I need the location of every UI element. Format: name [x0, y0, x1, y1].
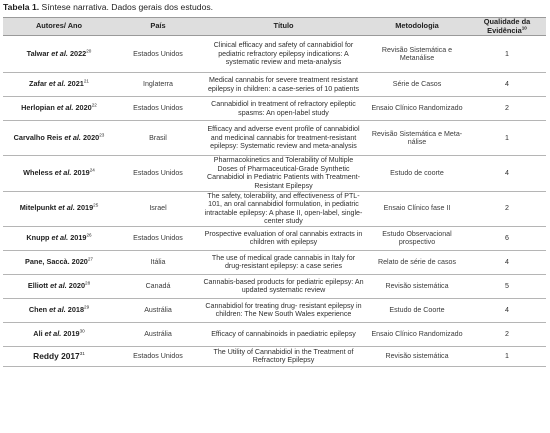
author-cell — [3, 322, 115, 346]
header-authors: Autores/ Ano — [3, 18, 115, 36]
author-year: 2022 — [67, 48, 87, 58]
author-cell — [3, 36, 115, 73]
author-cell — [3, 121, 115, 156]
method-cell: Ensaio Clínico fase II — [366, 191, 468, 226]
quality-cell: 4 — [468, 156, 546, 191]
quality-cell: 1 — [468, 36, 546, 73]
reference-number: 21 — [83, 78, 89, 84]
author-year: 2019 — [71, 168, 90, 178]
author-name: Wheless — [23, 168, 55, 178]
author-year: 2019 — [68, 233, 87, 243]
table-row — [3, 346, 546, 366]
country-cell: Itália — [115, 250, 201, 274]
author-name: Mitelpunkt — [19, 203, 59, 213]
table-row — [3, 36, 546, 73]
header-country: País — [115, 18, 201, 36]
quality-cell: 2 — [468, 97, 546, 121]
country-cell: Estados Unidos — [115, 156, 201, 191]
country-cell: Estados Unidos — [115, 226, 201, 250]
quality-cell: 1 — [468, 346, 546, 366]
title-cell: Efficacy of cannabinoids in paediatric epilepsy — [201, 322, 366, 346]
title-cell: The Utility of Cannabidiol in the Treatment of Refractory Epilepsy — [201, 346, 366, 366]
method-cell: Relato de série de casos — [366, 250, 468, 274]
method-cell: Ensaio Clínico Randomizado — [366, 322, 468, 346]
title-cell: The use of medical grade cannabis in Italy for drug-resistant epilepsy: a case series — [201, 250, 366, 274]
table-row — [3, 121, 546, 156]
author-cell — [3, 156, 115, 191]
author-year: 2017 — [58, 351, 80, 362]
title-cell: Cannabidiol in treatment of refractory epileptic spasms: An open-label study — [201, 97, 366, 121]
author-name: Carvalho Reis — [13, 132, 65, 142]
table-row — [3, 226, 546, 250]
table-row — [3, 274, 546, 298]
quality-cell: 2 — [468, 322, 546, 346]
header-quality-label: Qualidade da Evidência — [483, 17, 531, 35]
author-etal: et al. — [54, 168, 72, 178]
reference-number: 23 — [99, 132, 105, 138]
author-year: 2019 — [61, 329, 80, 339]
author-cell — [3, 226, 115, 250]
method-cell: Ensaio Clínico Randomizado — [366, 97, 468, 121]
table-row — [3, 73, 546, 97]
country-cell: Brasil — [115, 121, 201, 156]
table-row — [3, 250, 546, 274]
country-cell: Austrália — [115, 322, 201, 346]
quality-cell: 6 — [468, 226, 546, 250]
method-cell: Revisão sistemática — [366, 346, 468, 366]
reference-number: 29 — [84, 304, 90, 310]
author-etal: et al. — [64, 132, 81, 142]
title-cell: Pharmacokinetics and Tolerability of Multiple Doses of Pharmaceutical-Grade Synthetic Cannabidiol in Pediatric Patients with Treatment-Resistant Epilepsy — [201, 156, 366, 191]
caption-text: Síntese narrativa. Dados gerais dos estudos. — [39, 2, 214, 12]
author-year: 2018 — [65, 305, 85, 315]
author-name: Reddy — [33, 351, 59, 362]
method-cell: Estudo de coorte — [366, 156, 468, 191]
author-year: 2020 — [66, 281, 86, 291]
author-name: Talwar — [26, 48, 52, 58]
reference-number: 25 — [93, 203, 99, 209]
table-row — [3, 298, 546, 322]
author-cell — [3, 73, 115, 97]
author-cell — [3, 274, 115, 298]
country-cell: Austrália — [115, 298, 201, 322]
table-row — [3, 97, 546, 121]
author-etal: et al. — [56, 103, 74, 113]
reference-number: 28 — [85, 280, 91, 286]
country-cell: Israel — [115, 191, 201, 226]
author-name: Herlopian — [21, 103, 57, 113]
author-year: 2019 — [74, 203, 94, 213]
reference-number: 30 — [79, 328, 85, 334]
title-cell: Medical cannabis for severe treatment resistant epilepsy in children: a case-series of 10 patients — [201, 73, 366, 97]
country-cell: Estados Unidos — [115, 36, 201, 73]
country-cell: Canadá — [115, 274, 201, 298]
method-cell: Revisão Sistemática e Metanálise — [366, 36, 468, 73]
table-caption — [3, 2, 213, 12]
reference-number: 24 — [89, 167, 95, 173]
author-name: Pane, Saccà. — [24, 257, 70, 267]
reference-number: 31 — [79, 351, 85, 357]
author-etal: et al. — [58, 203, 75, 213]
title-cell: Prospective evaluation of oral cannabis extracts in children with epilepsy — [201, 226, 366, 250]
reference-number: 22 — [91, 102, 97, 108]
method-cell: Estudo Observacional prospectivo — [366, 226, 468, 250]
author-etal: et al. — [51, 48, 68, 58]
author-cell — [3, 191, 115, 226]
author-name: Elliott — [27, 281, 51, 291]
header-method: Metodologia — [366, 18, 468, 36]
quality-cell: 4 — [468, 298, 546, 322]
table-header-row — [3, 18, 546, 36]
method-cell: Estudo de Coorte — [366, 298, 468, 322]
author-etal: et al. — [48, 79, 66, 89]
author-name: Chen — [28, 305, 50, 315]
author-cell — [3, 250, 115, 274]
method-cell: Série de Casos — [366, 73, 468, 97]
author-year: 2020 — [69, 257, 88, 267]
country-cell: Estados Unidos — [115, 97, 201, 121]
country-cell: Inglaterra — [115, 73, 201, 97]
author-etal: et al. — [44, 329, 62, 339]
title-cell: Clinical efficacy and safety of cannabidiol for pediatric refractory epilepsy indications: A systematic review and meta-analysis — [201, 36, 366, 73]
author-etal: et al. — [50, 281, 67, 291]
author-etal: et al. — [51, 233, 69, 243]
title-cell: Cannabidiol for treating drug- resistant epilepsy in children: The New South Wales experience — [201, 298, 366, 322]
reference-number: 20 — [86, 48, 92, 54]
header-title: Título — [201, 18, 366, 36]
table-row — [3, 156, 546, 191]
author-year: 2020 — [80, 132, 100, 142]
quality-cell: 4 — [468, 73, 546, 97]
author-name: Zafar — [29, 79, 49, 89]
author-year: 2021 — [65, 79, 84, 89]
method-cell: Revisão Sistemática e Meta-nálise — [366, 121, 468, 156]
country-cell: Estados Unidos — [115, 346, 201, 366]
quality-cell: 2 — [468, 191, 546, 226]
author-name: Knupp — [26, 233, 52, 243]
quality-cell: 1 — [468, 121, 546, 156]
header-quality-ref: 10 — [521, 25, 527, 31]
caption-label: Tabela 1. — [3, 2, 40, 12]
reference-number: 26 — [86, 232, 92, 238]
author-year: 2020 — [73, 103, 92, 113]
header-quality — [468, 18, 546, 36]
table-row — [3, 322, 546, 346]
quality-cell: 4 — [468, 250, 546, 274]
method-cell: Revisão sistemática — [366, 274, 468, 298]
title-cell: The safety, tolerability, and effectiveness of PTL-101, an oral cannabidiol formulation, in pediatric intractable epilepsy: A phase II, open-label, single-center study — [201, 191, 366, 226]
title-cell: Cannabis-based products for pediatric epilepsy: An updated systematic review — [201, 274, 366, 298]
author-etal: et al. — [49, 305, 66, 315]
reference-number: 27 — [87, 256, 93, 262]
studies-table — [3, 17, 546, 367]
author-cell — [3, 346, 115, 366]
table-row — [3, 191, 546, 226]
author-name: Ali — [33, 329, 45, 339]
author-cell — [3, 97, 115, 121]
quality-cell: 5 — [468, 274, 546, 298]
title-cell: Efficacy and adverse event profile of cannabidiol and medicinal cannabis for treatment-resistant epilepsy: Systematic review and meta-analysis — [201, 121, 366, 156]
author-cell — [3, 298, 115, 322]
